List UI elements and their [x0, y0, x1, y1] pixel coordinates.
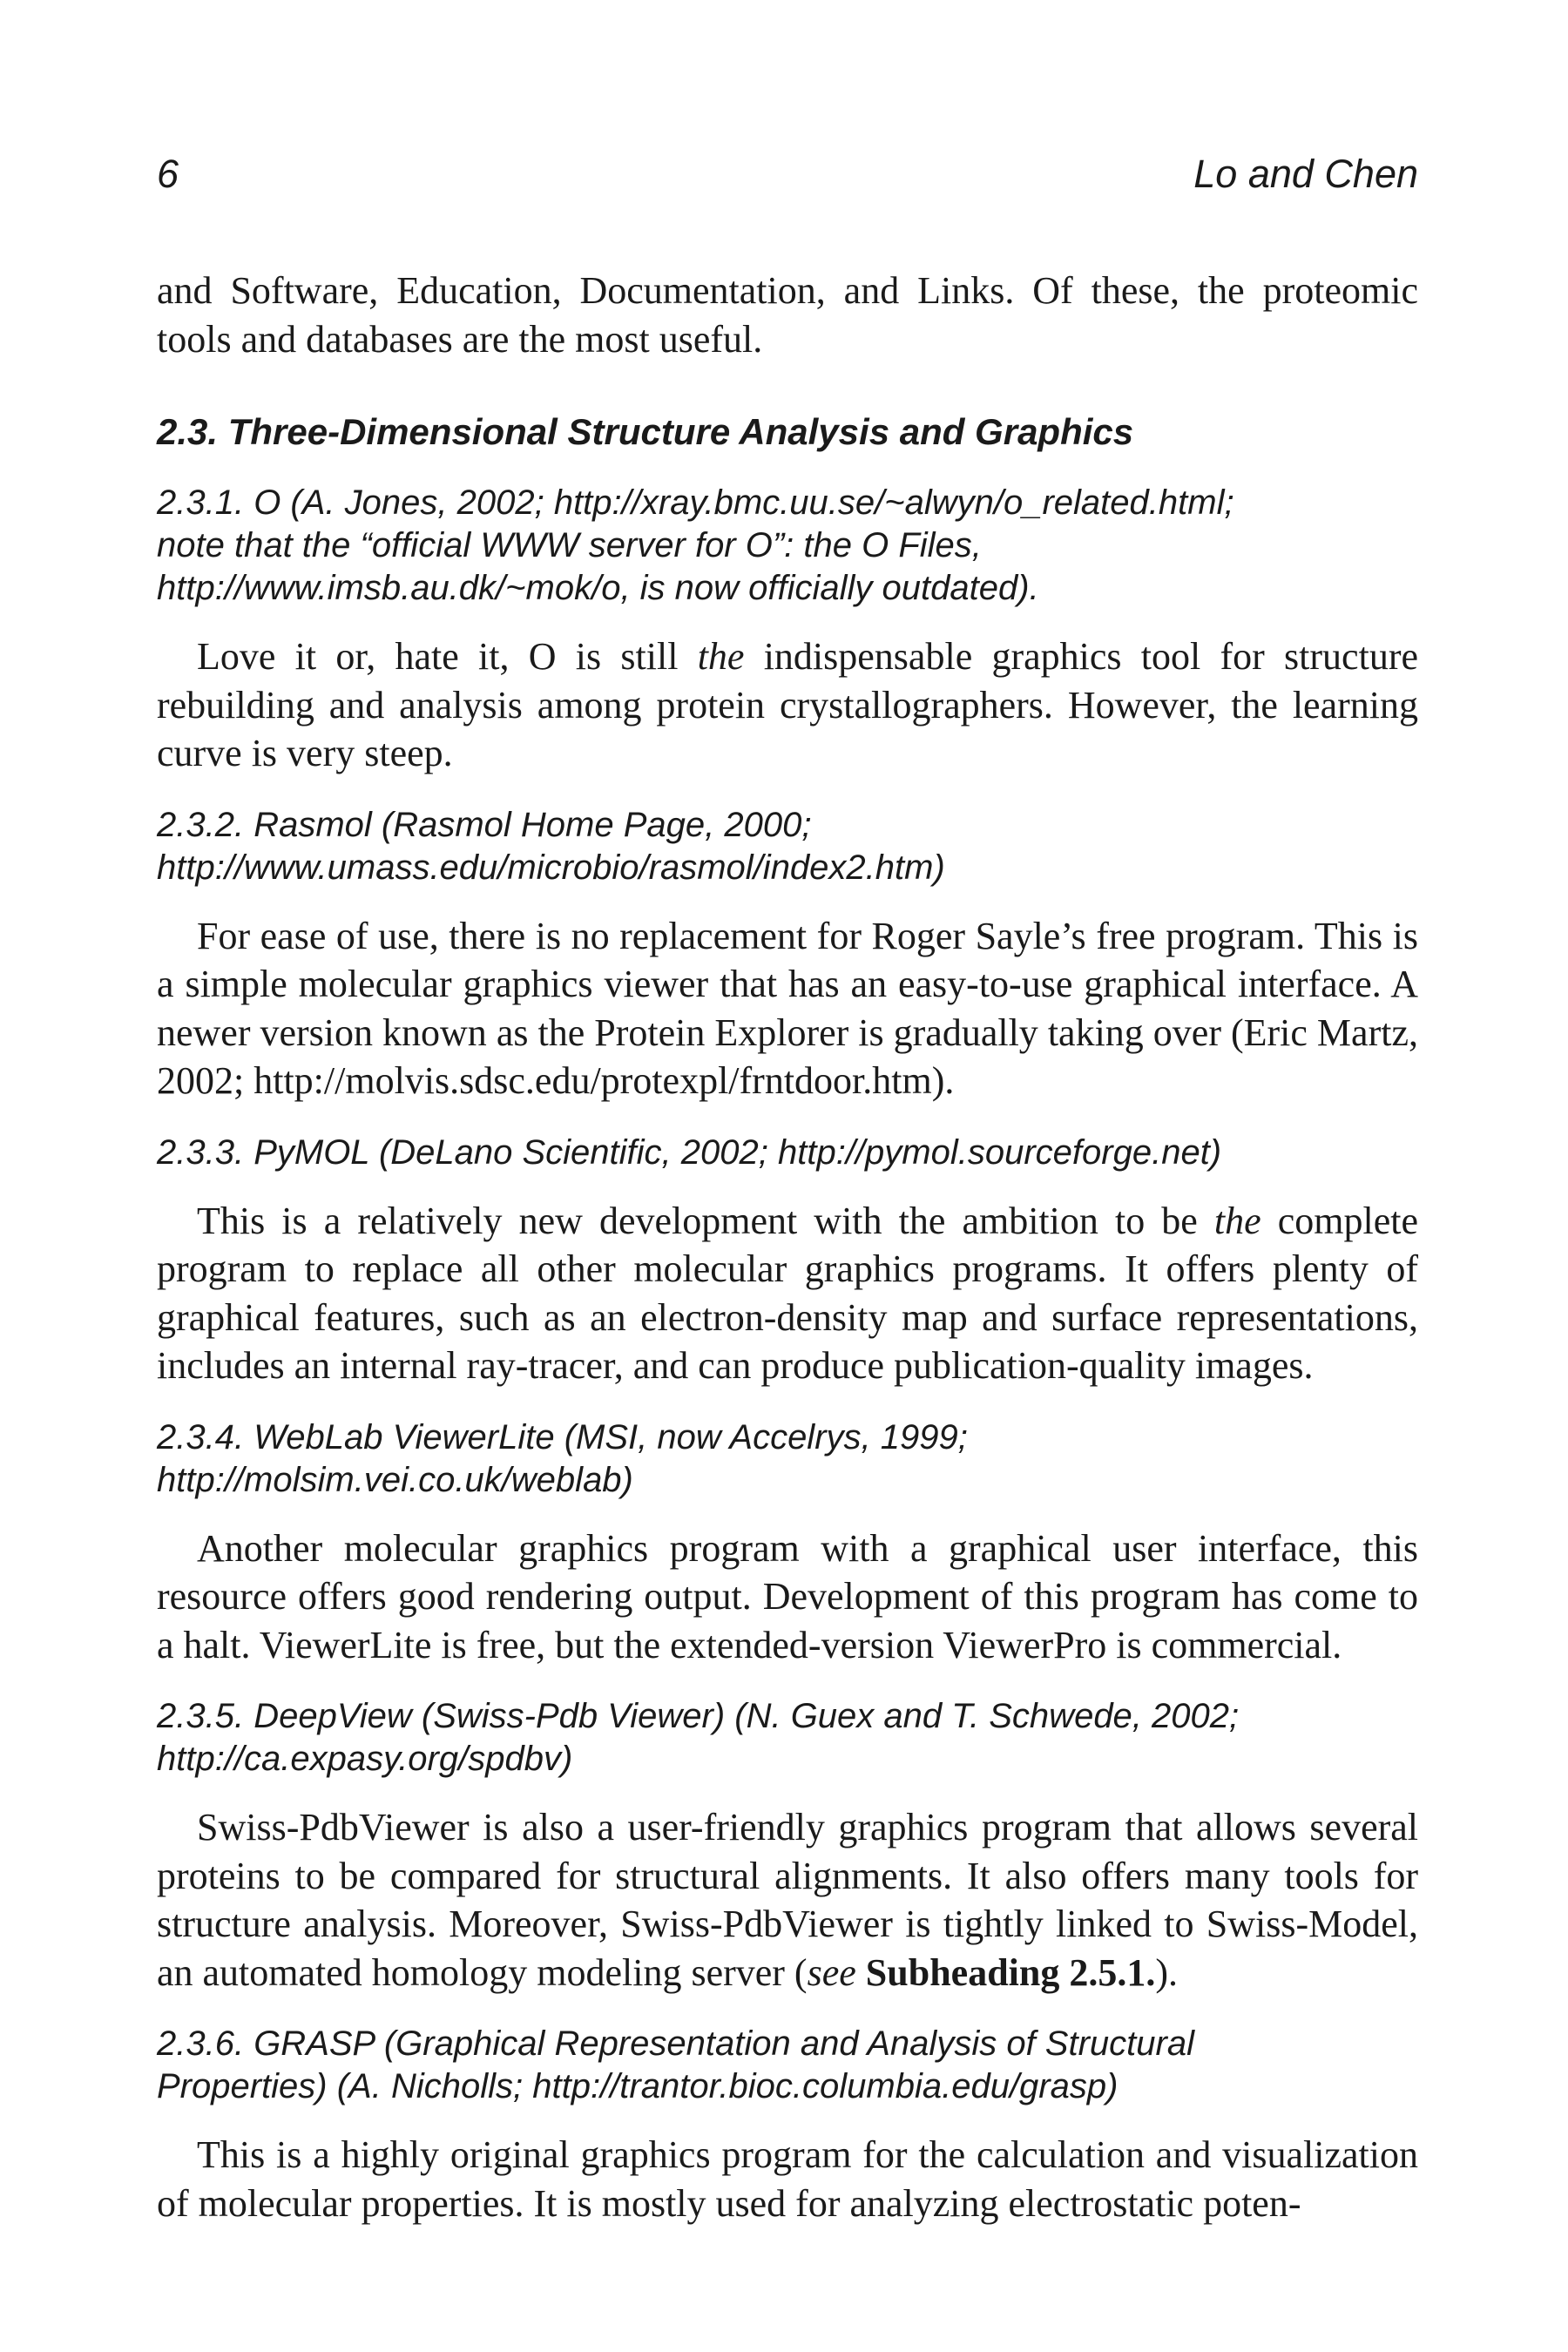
title-line: note that the “official WWW server for O”: the O Files,	[157, 526, 982, 564]
cross-reference: Subheading 2.5.1.	[865, 1950, 1156, 1994]
text-run: Swiss-PdbViewer is also a user-friendly graphics program that allows several proteins to be compared for structural alignments. It also offers many tools for structure analysis. Moreover, Swiss-PdbViewer is tightly linked to Swiss-Model, an automated homology modeling server (	[157, 1806, 1418, 1994]
title-line: http://www.imsb.au.dk/~mok/o, is now officially outdated).	[157, 569, 1039, 607]
title-line: http://molsim.vei.co.uk/weblab)	[157, 1460, 633, 1499]
text-run: This is a relatively new development with the ambition to be	[197, 1199, 1214, 1242]
emphasis: see	[807, 1950, 856, 1994]
text-run: complete program to replace all other molecular graphics programs. It offers plenty of graphical features, such as an electron-density map and surface representations, includes an internal ray-tracer, and can produce publication-quality images.	[157, 1199, 1419, 1387]
paragraph-grasp: This is a highly original graphics program for the calculation and visualization of molecular properties. It is mostly used for analyzing electrostatic poten-	[157, 2133, 1418, 2225]
text-run	[856, 1951, 866, 1994]
title-line: http://www.umass.edu/microbio/rasmol/index2.htm)	[157, 848, 945, 887]
subsection-title-deepview	[157, 1695, 1418, 1781]
page-number: 6	[157, 152, 179, 196]
emphasis: the	[697, 635, 745, 678]
subsection-title-rasmol	[157, 804, 1418, 889]
text-run: indispensable graphics tool for structure rebuilding and analysis among protein crystallographers. However, the learning curve is very steep.	[157, 635, 1418, 774]
title-line: 2.3.4. WebLab ViewerLite (MSI, now Accelrys, 1999;	[157, 1417, 968, 1456]
running-title: Lo and Chen	[1193, 152, 1418, 196]
running-head	[157, 148, 1418, 200]
paragraph-deepview	[157, 1803, 1418, 1997]
title-line: 2.3.6. GRASP (Graphical Representation and Analysis of Structural	[157, 2024, 1194, 2063]
intro-paragraph: and Software, Education, Documentation, and Links. Of these, the proteomic tools and databases are the most useful.	[157, 269, 1418, 361]
subsection-title-o	[157, 482, 1418, 610]
emphasis: the	[1213, 1199, 1261, 1242]
title-line: 2.3.3. PyMOL (DeLano Scientific, 2002; http://pymol.sourceforge.net)	[157, 1132, 1222, 1172]
paragraph-o	[157, 632, 1418, 778]
page	[157, 148, 1418, 2227]
title-line: http://ca.expasy.org/spdbv)	[157, 1740, 573, 1778]
title-line: 2.3.5. DeepView (Swiss-Pdb Viewer) (N. Guex and T. Schwede, 2002;	[157, 1697, 1240, 1735]
title-line: Properties) (A. Nicholls; http://trantor.bioc.columbia.edu/grasp)	[157, 2067, 1119, 2105]
subsection-title-grasp	[157, 2023, 1418, 2108]
text-run: ).	[1155, 1950, 1179, 1994]
paragraph-pymol	[157, 1197, 1418, 1390]
text-run: Love it or, hate it, O is still	[197, 635, 698, 678]
paragraph-rasmol: For ease of use, there is no replacement for Roger Sayle’s free program. This is a simple molecular graphics viewer that has an easy-to-use graphical interface. A newer version known as the Protein Explorer is gradually taking over (Eric Martz, 2002; http://molvis.sdsc.edu/protexpl/frntdoor.htm).	[157, 914, 1418, 1102]
subsection-title-weblab	[157, 1416, 1418, 1502]
title-line: 2.3.1. O (A. Jones, 2002; http://xray.bmc.uu.se/~alwyn/o_related.html;	[157, 483, 1234, 522]
section-heading: 2.3. Three-Dimensional Structure Analysis and Graphics	[157, 411, 1134, 452]
subsection-title-pymol	[157, 1132, 1418, 1174]
paragraph-weblab: Another molecular graphics program with a graphical user interface, this resource offers good rendering output. Development of this program has come to a halt. ViewerLite is free, but the extended-version ViewerPro is commercial.	[157, 1526, 1418, 1666]
title-line: 2.3.2. Rasmol (Rasmol Home Page, 2000;	[157, 805, 812, 844]
